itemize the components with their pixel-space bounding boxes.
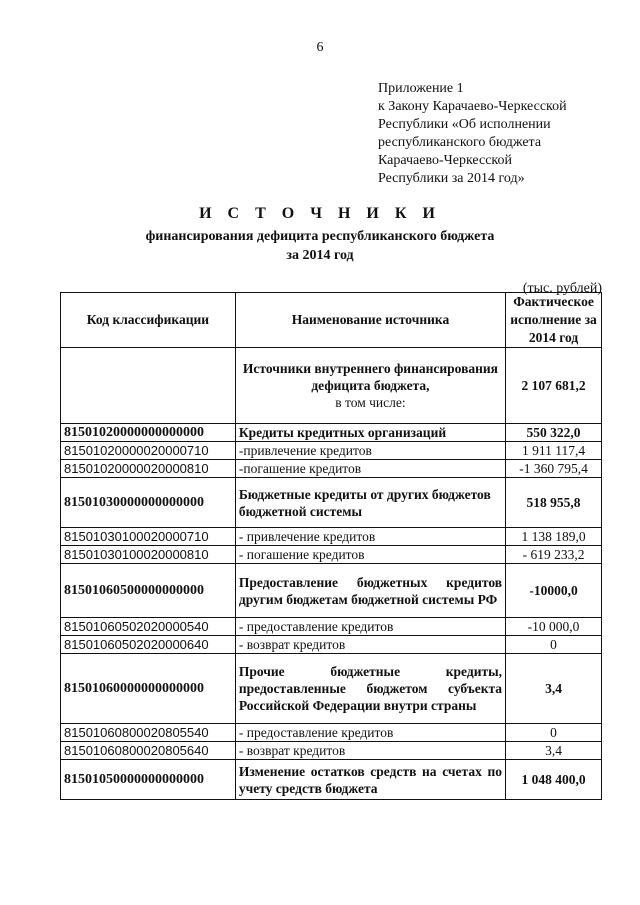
table-row (61, 654, 602, 724)
row-value: 2 107 681,2 (506, 348, 602, 424)
row-name-main: Источники внутреннего финансирования дефицита бюджета, (242, 361, 498, 393)
row-value: 3,4 (506, 654, 602, 724)
table-row (61, 760, 602, 800)
row-code (61, 348, 236, 424)
row-value: -1 360 795,4 (506, 460, 602, 478)
row-name: Предоставление бюджетных кредитов другим бюджетам бюджетной системы РФ (235, 564, 505, 618)
row-value: 0 (506, 724, 602, 742)
row-name: - возврат кредитов (235, 742, 505, 760)
header-name: Наименование источника (235, 293, 505, 348)
document-heading (0, 205, 640, 265)
row-code: 81501020000020000710 (61, 442, 236, 460)
appendix-line: Приложение 1 (378, 81, 464, 96)
table-row (61, 424, 602, 442)
row-code: 81501020000020000810 (61, 460, 236, 478)
appendix-line: Республики за 2014 год» (378, 171, 525, 186)
table-row (61, 636, 602, 654)
row-code: 81501060800020805640 (61, 742, 236, 760)
page-number: 6 (316, 40, 324, 55)
row-name: - предоставление кредитов (235, 724, 505, 742)
header-value: Фактическое исполнение за 2014 год (506, 293, 602, 348)
row-code: 81501060000000000000 (61, 654, 236, 724)
document-period: за 2014 год (286, 248, 354, 263)
table-row (61, 478, 602, 528)
table-row (61, 528, 602, 546)
row-code: 81501060502020000640 (61, 636, 236, 654)
appendix-line: к Закону Карачаево-Черкесской (378, 99, 567, 114)
table-row (61, 724, 602, 742)
row-code: 81501060500000000000 (61, 564, 236, 618)
appendix-line: республиканского бюджета (378, 135, 542, 150)
document-subtitle: финансирования дефицита республиканского бюджета (145, 229, 495, 244)
table-header-row (61, 293, 602, 348)
row-value: 518 955,8 (506, 478, 602, 528)
row-code: 81501050000000000000 (61, 760, 236, 800)
table-row (61, 348, 602, 424)
document-title: И С Т О Ч Н И К И (199, 205, 441, 222)
row-value: 1 138 189,0 (506, 528, 602, 546)
table-row (61, 460, 602, 478)
row-value: 3,4 (506, 742, 602, 760)
row-name: - погашение кредитов (235, 546, 505, 564)
table-row (61, 546, 602, 564)
row-code: 81501030100020000810 (61, 546, 236, 564)
row-code: 81501060800020805540 (61, 724, 236, 742)
appendix-block (378, 80, 602, 188)
sources-table (60, 292, 602, 800)
row-code: 81501060502020000540 (61, 618, 236, 636)
row-name: - привлечение кредитов (235, 528, 505, 546)
row-name: Изменение остатков средств на счетах по учету средств бюджета (235, 760, 505, 800)
appendix-line: Карачаево-Черкесской (378, 153, 513, 168)
row-code: 81501030000000000000 (61, 478, 236, 528)
row-name: -погашение кредитов (235, 460, 505, 478)
units-label: (тыс. рублей) (522, 281, 602, 296)
table-row (61, 742, 602, 760)
row-value: - 619 233,2 (506, 546, 602, 564)
row-name: - предоставление кредитов (235, 618, 505, 636)
row-name (235, 348, 505, 424)
row-value: 1 911 117,4 (506, 442, 602, 460)
appendix-line: Республики «Об исполнении (378, 117, 551, 132)
row-name: -привлечение кредитов (235, 442, 505, 460)
row-value: -10000,0 (506, 564, 602, 618)
row-code: 81501030100020000710 (61, 528, 236, 546)
row-value: 0 (506, 636, 602, 654)
row-value: 1 048 400,0 (506, 760, 602, 800)
table-row (61, 618, 602, 636)
table-row (61, 442, 602, 460)
row-name-sub: в том числе: (335, 395, 406, 410)
row-name: - возврат кредитов (235, 636, 505, 654)
row-name: Кредиты кредитных организаций (235, 424, 505, 442)
row-code: 81501020000000000000 (61, 424, 236, 442)
row-name: Прочие бюджетные кредиты, предоставленные бюджетом субъекта Российской Федерации внутри страны (235, 654, 505, 724)
row-value: -10 000,0 (506, 618, 602, 636)
header-code: Код классификации (61, 293, 236, 348)
table-row (61, 564, 602, 618)
row-value: 550 322,0 (506, 424, 602, 442)
row-name: Бюджетные кредиты от других бюджетов бюджетной системы (235, 478, 505, 528)
